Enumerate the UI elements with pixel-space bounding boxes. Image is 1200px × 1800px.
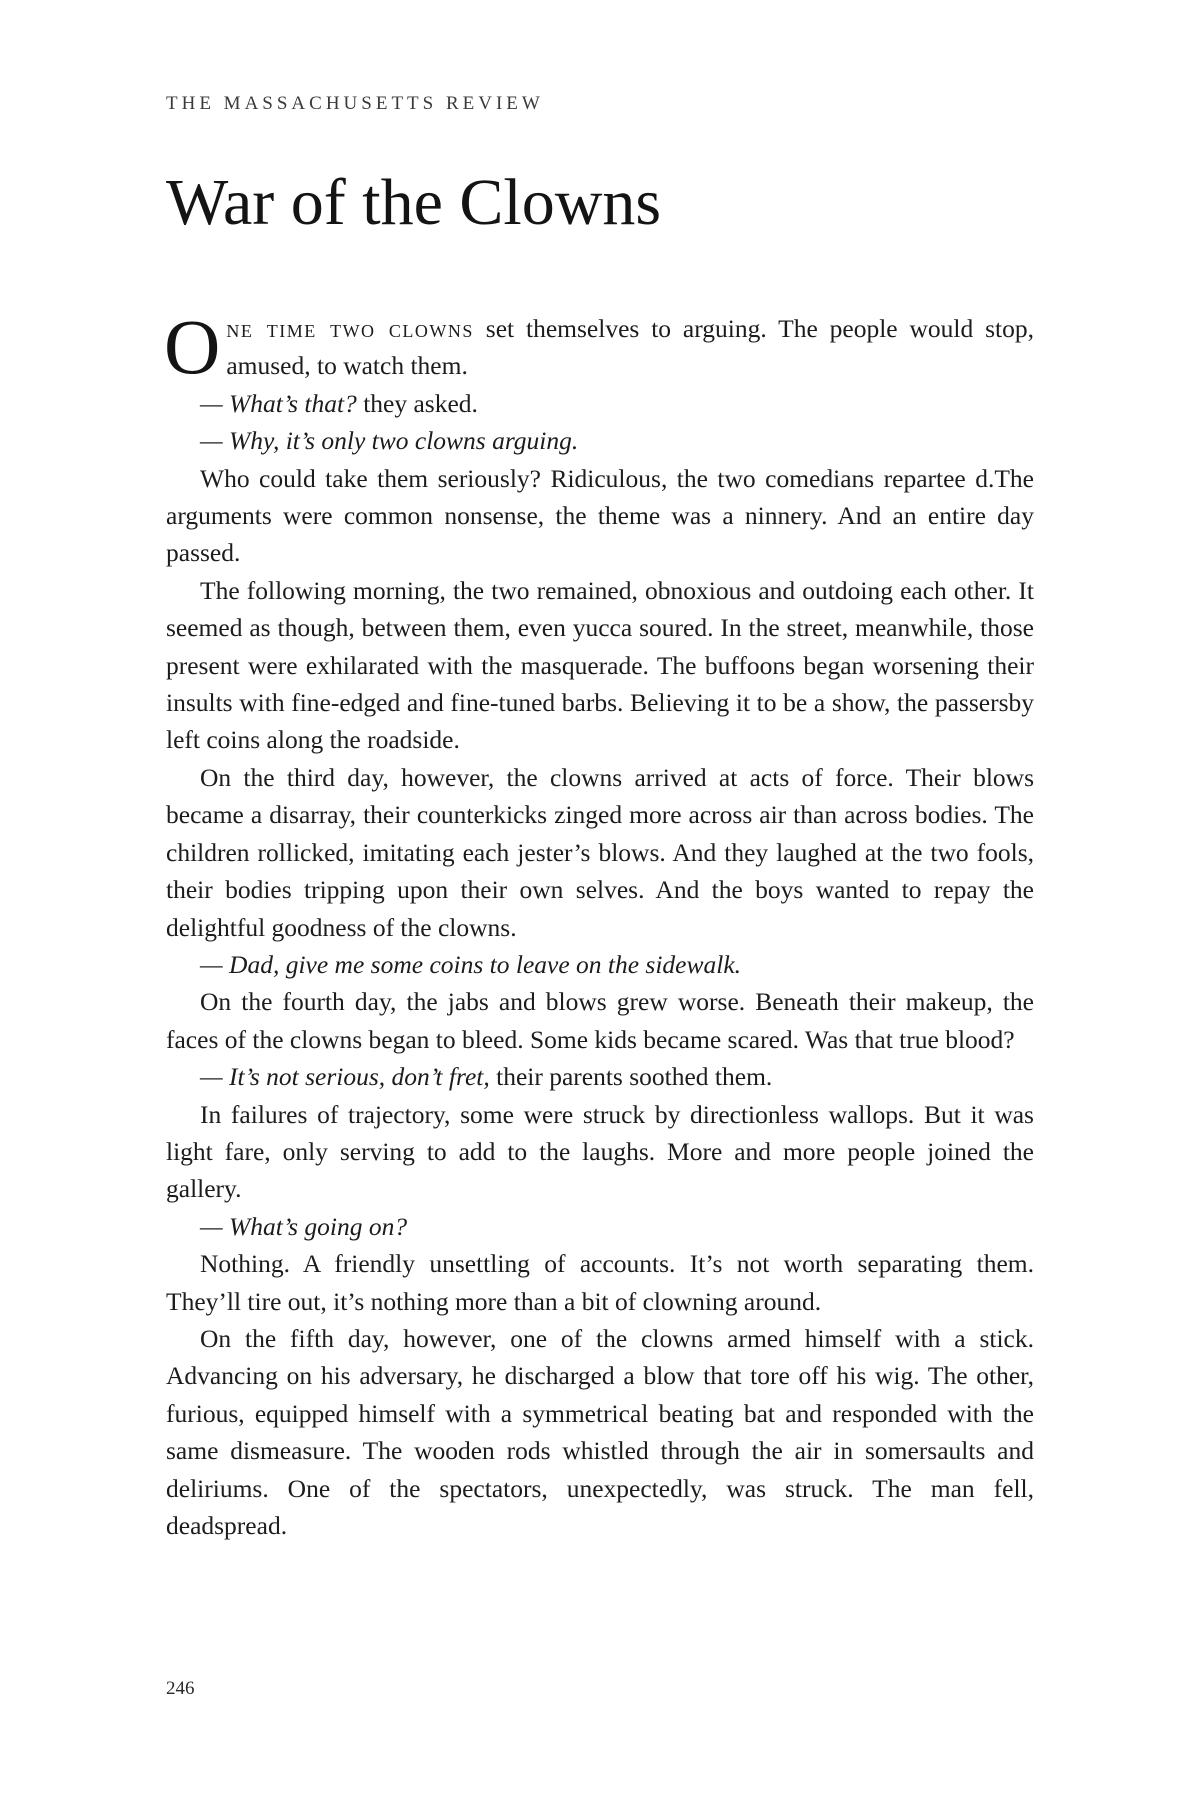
paragraph: On the third day, however, the clowns arrived at acts of force. Their blows became a disarray, their counterkicks zinged more across air than across bodies. The children rollicked, imitating each jester’s blows. And they laughed at the two fools, their bodies tripping upon their own selves. And the boys wanted to repay the delightful goodness of the clowns.	[166, 762, 1034, 942]
dialogue-line	[166, 422, 1034, 459]
dialogue-text: they asked.	[356, 388, 478, 418]
dialogue-italic: — Why, it’s only two clowns arguing.	[200, 426, 579, 456]
dialogue-line	[166, 946, 1034, 983]
article-body	[164, 303, 1034, 1544]
dialogue-line	[166, 385, 1034, 422]
paragraph: The following morning, the two remained, obnoxious and outdoing each other. It seemed as though, between them, even yucca soured. In the street, meanwhile, those present were exhilarated with the masquerade. The buffoons began worsening their insults with fine-edged and fine-tuned barbs. Believing it to be a show, the passersby left coins along the roadside.	[166, 575, 1034, 755]
dialogue-italic: — It’s not serious, don’t fret,	[200, 1062, 490, 1092]
paragraph: On the fifth day, however, one of the clowns armed himself with a stick. Advancing on his adversary, he discharged a blow that tore off his wig. The other, furious, equipped himself with a symmetrical beating bat and responded with the same dismeasure. The wooden rods whistled through the air in somersaults and deliriums. One of the spectators, unexpectedly, was struck. The man fell, deadspread.	[166, 1323, 1034, 1540]
opening-text: set themselves to arguing. The people would stop, amused, to watch them.	[226, 314, 1034, 381]
dialogue-line	[166, 1208, 1034, 1245]
opening-small-caps: ne time two clowns	[226, 314, 474, 343]
dialogue-italic: — What’s going on?	[200, 1211, 408, 1241]
drop-cap: O	[164, 303, 221, 390]
dialogue-italic: — What’s that?	[200, 388, 357, 418]
running-head: THE MASSACHUSETTS REVIEW	[166, 93, 544, 114]
dialogue-text: their parents soothed them.	[489, 1062, 773, 1092]
paragraph: Who could take them seriously? Ridiculous, the two comedians repartee d.The arguments were common nonsense, the theme was a ninnery. And an entire day passed.	[166, 463, 1034, 568]
paragraph	[164, 303, 1034, 390]
page-number: 246	[166, 1678, 195, 1699]
paragraph: In failures of trajectory, some were struck by directionless wallops. But it was light fare, only serving to add to the laughs. More and more people joined the gallery.	[166, 1099, 1034, 1204]
dialogue-line	[166, 1058, 1034, 1095]
article-title: War of the Clowns	[166, 166, 662, 239]
paragraph: On the fourth day, the jabs and blows grew worse. Beneath their makeup, the faces of the clowns began to bleed. Some kids became scared. Was that true blood?	[166, 987, 1034, 1054]
dialogue-italic: — Dad, give me some coins to leave on the sidewalk.	[200, 949, 742, 979]
paragraph: Nothing. A friendly unsettling of accounts. It’s not worth separating them. They’ll tire out, it’s nothing more than a bit of clowning around.	[166, 1249, 1034, 1316]
